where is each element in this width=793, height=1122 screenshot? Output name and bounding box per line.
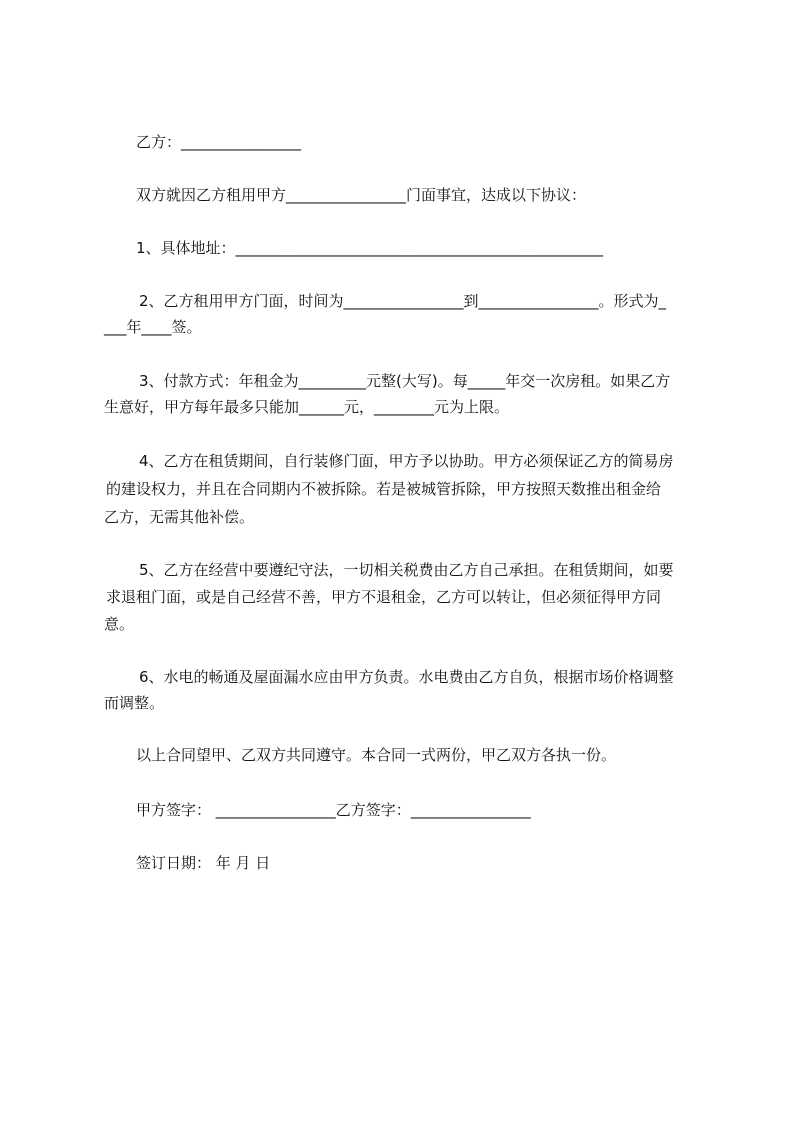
signature-line: 甲方签字： ________________乙方签字：________________ bbox=[136, 801, 531, 819]
clause-6-line-2: 而调整。 bbox=[104, 694, 165, 712]
signing-date: 签订日期： 年 月 日 bbox=[136, 854, 271, 872]
clause-3-line-1: 3、付款方式：年租金为_________元整(大写)。每_____年交一次房租。如果乙方 bbox=[139, 372, 671, 390]
party-b-line: 乙方：________________ bbox=[136, 133, 302, 151]
clause-4-line-2: 的建设权力，并且在合同期内不被拆除。若是被城管拆除，甲方按照天数推出租金给 bbox=[106, 480, 662, 498]
clause-4-line-1: 4、乙方在租赁期间，自行装修门面，甲方予以协助。甲方必须保证乙方的简易房 bbox=[139, 452, 674, 470]
clause-6-line-1: 6、水电的畅通及屋面漏水应由甲方负责。水电费由乙方自负，根据市场价格调整 bbox=[139, 668, 674, 686]
intro-line: 双方就因乙方租用甲方________________门面事宜，达成以下协议： bbox=[136, 186, 587, 204]
clause-5-line-3: 意。 bbox=[104, 615, 135, 633]
clause-5-line-2: 求退租门面，或是自己经营不善，甲方不退租金，乙方可以转让，但必须征得甲方同 bbox=[106, 588, 662, 606]
clause-1-address: 1、具体地址：_________________________________________________ bbox=[136, 239, 604, 257]
clause-2-line-2: ___年____签。 bbox=[104, 318, 202, 336]
clause-3-line-2: 生意好，甲方每年最多只能加______元，________元为上限。 bbox=[104, 398, 510, 416]
clause-2-line-1: 2、乙方租用甲方门面，时间为________________到________________。形式为_ bbox=[139, 292, 667, 310]
clause-4-line-3: 乙方，无需其他补偿。 bbox=[104, 508, 255, 526]
clause-5-line-1: 5、乙方在经营中要遵纪守法，一切相关税费由乙方自己承担。在租赁期间，如要 bbox=[139, 561, 674, 579]
closing-statement: 以上合同望甲、乙双方共同遵守。本合同一式两份，甲乙双方各执一份。 bbox=[136, 746, 617, 764]
